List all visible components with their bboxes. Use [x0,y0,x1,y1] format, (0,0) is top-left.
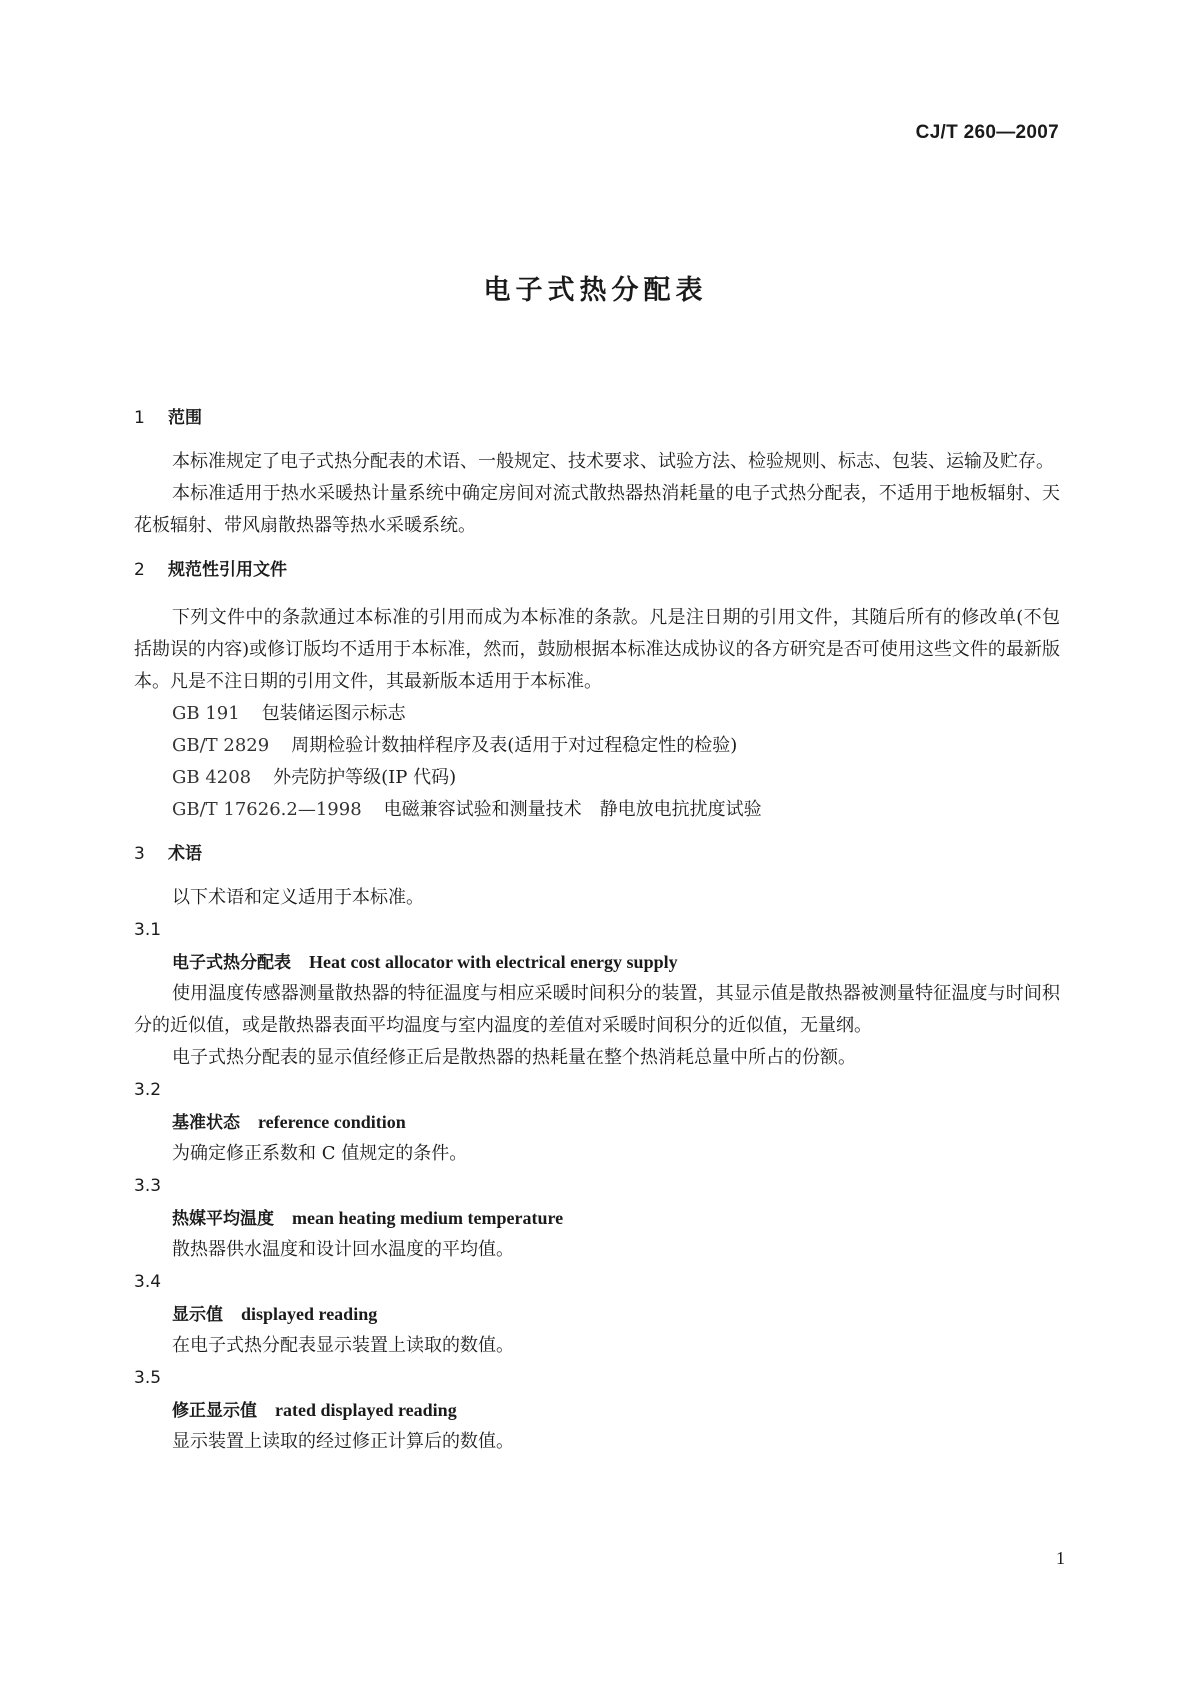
term-heading [134,1394,1060,1426]
reference-item [134,762,1060,794]
section-heading-terms [134,838,1060,870]
section-heading-normative-references [134,554,1060,586]
paragraph: 以下术语和定义适用于本标准。 [172,887,424,908]
term-en: displayed reading [241,1304,378,1324]
reference-title: 外壳防护等级(IP 代码) [273,767,457,788]
reference-item [134,794,1060,826]
term-heading [134,1202,1060,1234]
section-title: 规范性引用文件 [168,560,287,580]
term-en: Heat cost allocator with electrical energy supply [309,952,678,972]
term-en: mean heating medium temperature [292,1208,564,1228]
term-en: reference condition [258,1112,406,1132]
reference-code: GB 4208 [172,767,252,788]
reference-code: GB/T 2829 [172,735,270,756]
term-number: 3.4 [134,1272,162,1292]
term-heading [134,1106,1060,1138]
term-number: 3.5 [134,1368,162,1388]
term-heading [134,1298,1060,1330]
paragraph: 下列文件中的条款通过本标准的引用而成为本标准的条款。凡是注日期的引用文件，其随后所有的修改单(不包括勘误的内容)或修订版均不适用于本标准，然而，鼓励根据本标准达成协议的各方研究是否可使用这些文件的最新版本。凡是不注日期的引用文件，其最新版本适用于本标准。 [134,607,1060,692]
section-number: 2 [134,560,145,580]
section-title: 术语 [168,844,202,864]
page-number: 1 [1056,1548,1065,1568]
term-zh: 显示值 [172,1305,223,1325]
term-definition: 散热器供水温度和设计回水温度的平均值。 [172,1239,514,1260]
term-definition: 显示装置上读取的经过修正计算后的数值。 [172,1431,514,1452]
term-zh: 热媒平均温度 [172,1209,274,1229]
document-title: 电子式热分配表 [483,275,708,306]
section-heading-scope [134,402,1060,434]
term-definition: 电子式热分配表的显示值经修正后是散热器的热耗量在整个热消耗总量中所占的份额。 [172,1047,856,1068]
paragraph: 本标准规定了电子式热分配表的术语、一般规定、技术要求、试验方法、检验规则、标志、包装、运输及贮存。 [172,451,1054,472]
term-number: 3.3 [134,1176,162,1196]
term-heading [134,946,1060,978]
term-definition: 使用温度传感器测量散热器的特征温度与相应采暖时间积分的装置，其显示值是散热器被测量特征温度与时间积分的近似值，或是散热器表面平均温度与室内温度的差值对采暖时间积分的近似值，无量纲。 [134,983,1060,1036]
term-number: 3.2 [134,1080,162,1100]
section-number: 1 [134,408,145,428]
reference-title: 包装储运图示标志 [261,703,406,724]
term-definition: 为确定修正系数和 C 值规定的条件。 [172,1143,468,1164]
section-title: 范围 [168,408,202,428]
reference-item [134,730,1060,762]
reference-code: GB/T 17626.2—1998 [172,799,362,820]
term-zh: 基准状态 [172,1113,240,1133]
term-number: 3.1 [134,920,162,940]
document-body [134,402,1060,1458]
paragraph: 本标准适用于热水采暖热计量系统中确定房间对流式散热器热消耗量的电子式热分配表，不适用于地板辐射、天花板辐射、带风扇散热器等热水采暖系统。 [134,483,1060,536]
reference-item [134,698,1060,730]
term-zh: 修正显示值 [172,1401,257,1421]
term-definition: 在电子式热分配表显示装置上读取的数值。 [172,1335,514,1356]
reference-title: 周期检验计数抽样程序及表(适用于对过程稳定性的检验) [291,735,738,756]
term-en: rated displayed reading [275,1400,457,1420]
term-zh: 电子式热分配表 [172,953,291,973]
section-number: 3 [134,844,145,864]
reference-title: 电磁兼容试验和测量技术 静电放电抗扰度试验 [383,799,762,820]
reference-code: GB 191 [172,703,240,724]
standard-code: CJ/T 260—2007 [915,122,1059,143]
